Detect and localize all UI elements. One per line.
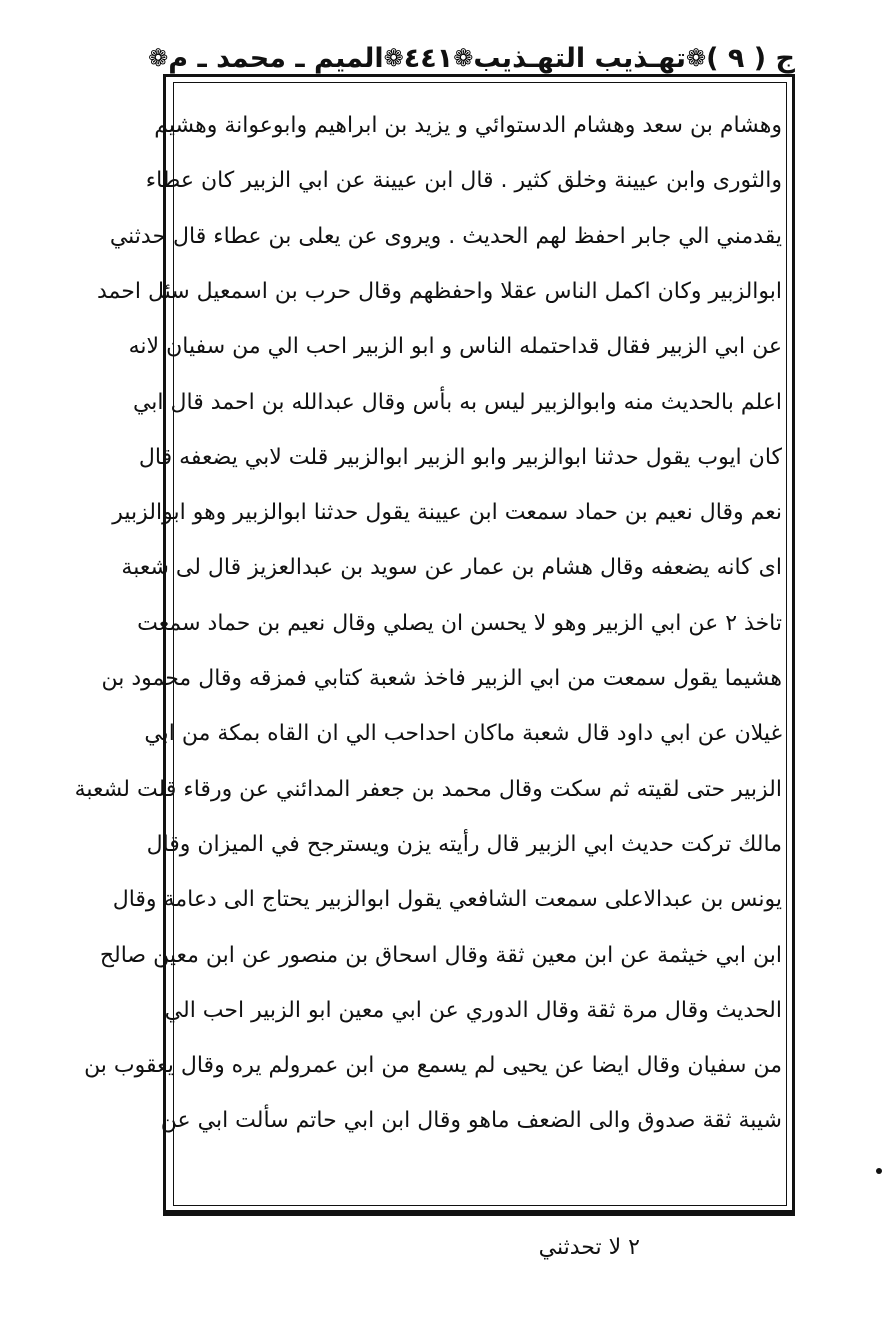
ornament-icon: ❁ (383, 44, 404, 72)
ornament-icon: ❁ (453, 44, 474, 72)
text-line: والثورى وابن عيينة وخلق كثير . قال ابن عيينة عن ابي الزبير كان عطاء (145, 168, 782, 194)
margin-dot-icon (876, 1168, 882, 1174)
volume-number: ج ( ٩ ) (706, 42, 795, 74)
text-line: عن ابي الزبير فقال قداحتمله الناس و ابو الزبير احب الي من سفيان لانه (128, 334, 782, 360)
text-line: تاخذ ٢ عن ابي الزبير وهو لا يحسن ان يصلي وقال نعيم بن حماد سمعت (137, 610, 782, 636)
text-line: شيبة ثقة صدوق والى الضعف ماهو وقال ابن ابي حاتم سألت ابي عن (160, 1108, 782, 1134)
text-line: هشيما يقول سمعت من ابي الزبير فاخذ شعبة كتابي فمزقه وقال محمود بن (101, 666, 782, 691)
text-line: نعم وقال نعيم بن حماد سمعت ابن عيينة يقول حدثنا ابوالزبير وهو ابوالزبير (112, 500, 782, 526)
text-line: الزبير حتى لقيته ثم سكت وقال محمد بن جعفر المدائني عن ورقاء قلت لشعبة (74, 776, 782, 802)
text-line: اى كانه يضعفه وقال هشام بن عمار عن سويد بن عبدالعزيز قال لى شعبة (121, 555, 782, 581)
text-line: ابن ابي خيثمة عن ابن معين ثقة وقال اسحاق بن منصور عن ابن معين صالح (99, 942, 782, 968)
body-text (74, 100, 782, 1200)
ornament-icon: ❁ (148, 44, 169, 72)
page-frame-bottom-rule (163, 1210, 795, 1216)
text-line: يقدمني الي جابر احفظ لهم الحديث . ويروى عن يعلى بن عطاء قال حدثني (109, 223, 782, 249)
section-heading: الميم ـ محمد ـ م (168, 42, 384, 74)
text-line: مالك تركت حديث ابي الزبير قال رأيته يزن ويسترجح في الميزان وقال (146, 831, 782, 857)
footnote: ٢ لا تحدثني (538, 1235, 640, 1260)
ornament-icon: ❁ (686, 44, 707, 72)
text-line: ابوالزبير وكان اكمل الناس عقلا واحفظهم وقال حرب بن اسمعيل سئل احمد (96, 278, 782, 304)
text-line: الحديث وقال مرة ثقة وقال الدوري عن ابي معين ابو الزبير احب الي (164, 997, 782, 1023)
text-line: يونس بن عبدالاعلى سمعت الشافعي يقول ابوالزبير يحتاج الى دعامة وقال (112, 887, 782, 913)
text-line: وهشام بن سعد وهشام الدستوائي و يزيد بن ابراهيم وابوعوانة وهشيم (154, 113, 782, 138)
page-number: ٤٤١ (403, 42, 454, 74)
book-title: تهـذيب التهـذيب (473, 42, 687, 74)
text-line: غيلان عن ابي داود قال شعبة ماكان احداحب الي ان القاه بمكة من ابي (144, 721, 782, 747)
text-line: اعلم بالحديث منه وابوالزبير ليس به بأس وقال عبدالله بن احمد قال ابي (132, 389, 782, 415)
text-line: من سفيان وقال ايضا عن يحيى لم يسمع من ابن عمرولم يره وقال يعقوب بن (84, 1053, 782, 1079)
text-line: كان ايوب يقول حدثنا ابوالزبير وابو الزبير ابوالزبير قلت لابي يضعفه قال (138, 444, 782, 470)
